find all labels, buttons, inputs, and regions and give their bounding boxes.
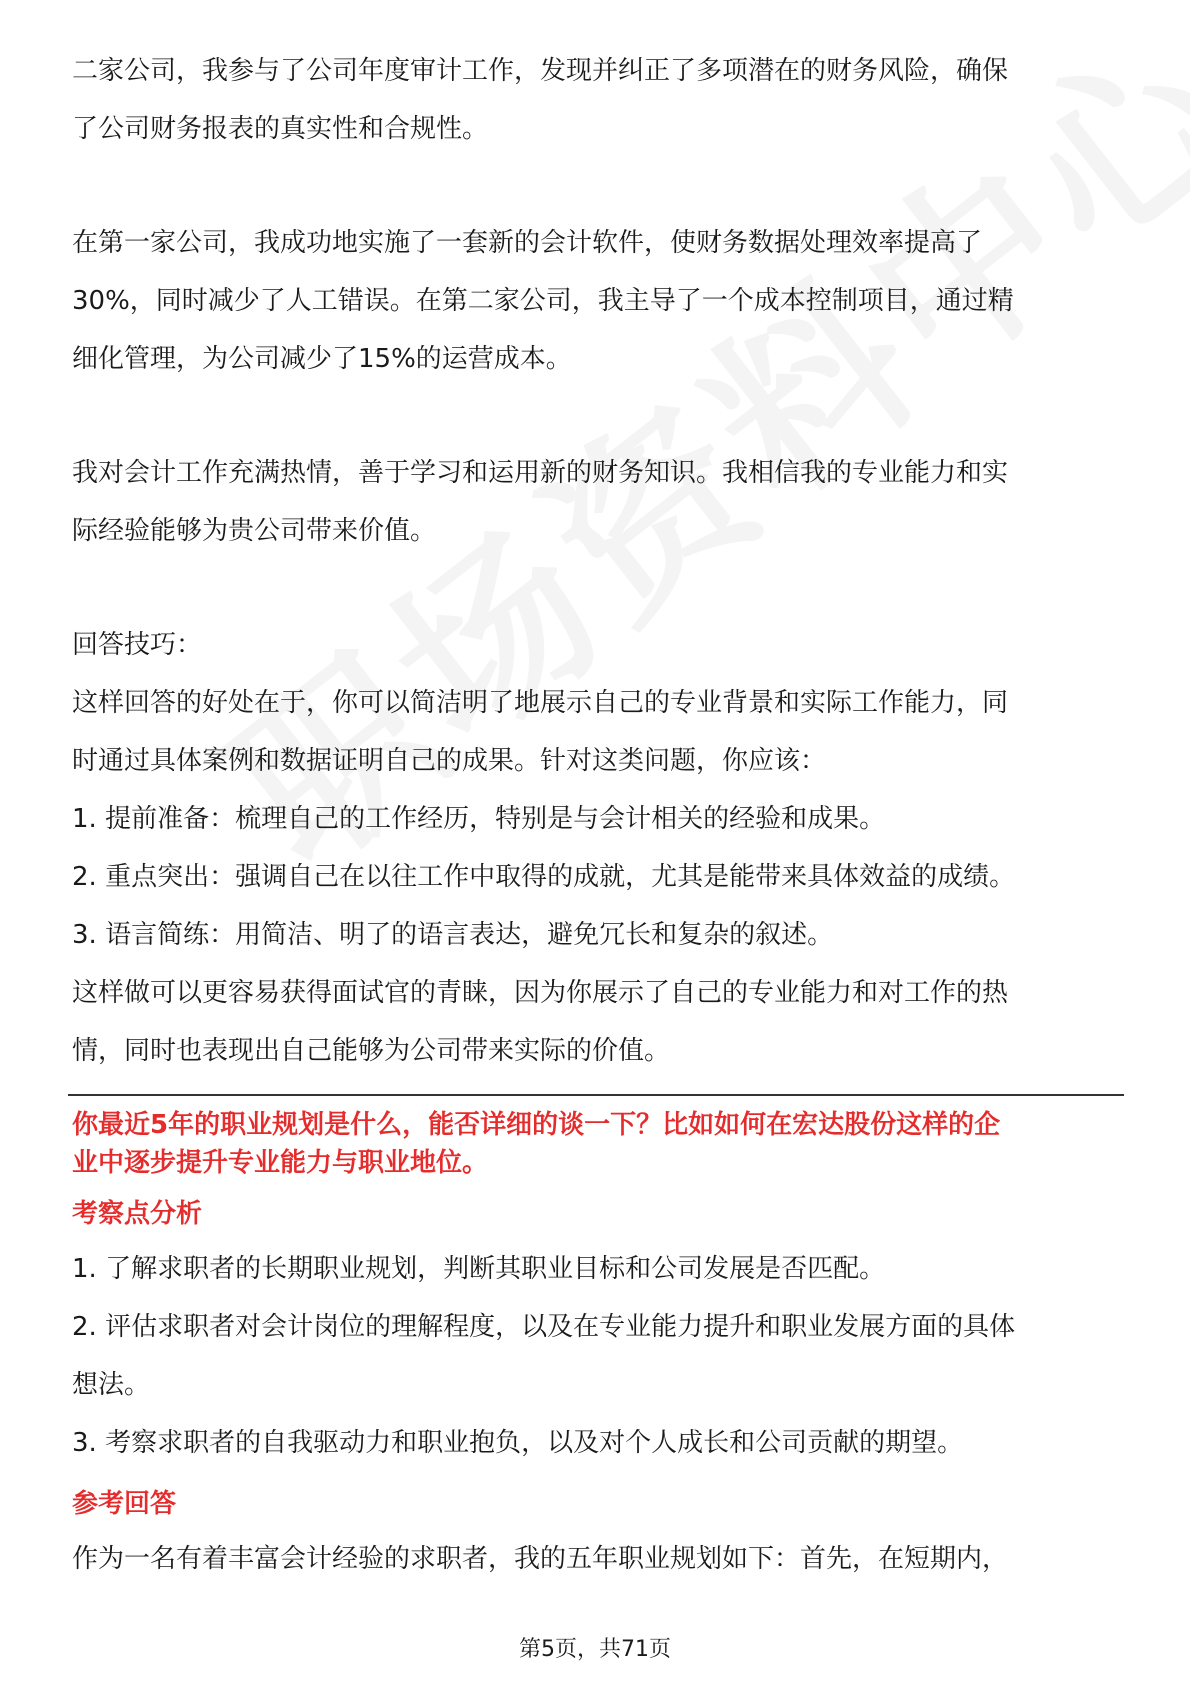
achievement-line: 在第一家公司，我成功地实施了一套新的会计软件，使财务数据处理效率提高了 xyxy=(72,228,983,258)
tips-intro-line: 时通过具体案例和数据证明自己的成果。针对这类问题，你应该： xyxy=(72,746,827,776)
paragraph-line: 二家公司，我参与了公司年度审计工作，发现并纠正了多项潜在的财务风险，确保 xyxy=(72,56,1009,86)
paragraph-line: 了公司财务报表的真实性和合规性。 xyxy=(72,114,489,144)
reference-line: 作为一名有着丰富会计经验的求职者，我的五年职业规划如下：首先，在短期内， xyxy=(72,1544,1009,1574)
passion-line: 我对会计工作充满热情，善于学习和运用新的财务知识。我相信我的专业能力和实 xyxy=(72,458,1009,488)
reference-title: 参考回答 xyxy=(72,1489,177,1519)
tips-list-item: 1. 提前准备：梳理自己的工作经历，特别是与会计相关的经验和成果。 xyxy=(72,804,886,834)
analysis-item: 2. 评估求职者对会计岗位的理解程度，以及在专业能力提升和职业发展方面的具体 xyxy=(72,1312,1016,1342)
tips-list-item: 3. 语言简练：用简洁、明了的语言表达，避免冗长和复杂的叙述。 xyxy=(72,920,834,950)
section-divider xyxy=(68,1094,1124,1096)
tips-conclusion-line: 这样做可以更容易获得面试官的青睐，因为你展示了自己的专业能力和对工作的热 xyxy=(72,978,1009,1008)
tips-intro-line: 这样回答的好处在于，你可以简洁明了地展示自己的专业背景和实际工作能力，同 xyxy=(72,688,1009,718)
question-line: 业中逐步提升专业能力与职业地位。 xyxy=(72,1148,489,1178)
analysis-item: 3. 考察求职者的自我驱动力和职业抱负，以及对个人成长和公司贡献的期望。 xyxy=(72,1428,964,1458)
analysis-item-continuation: 想法。 xyxy=(72,1370,151,1400)
achievement-line: 30%，同时减少了人工错误。在第二家公司，我主导了一个成本控制项目，通过精 xyxy=(72,286,1014,316)
document-body xyxy=(72,42,1120,1588)
analysis-title: 考察点分析 xyxy=(72,1199,203,1229)
passion-line: 际经验能够为贵公司带来价值。 xyxy=(72,516,437,546)
analysis-item: 1. 了解求职者的长期职业规划，判断其职业目标和公司发展是否匹配。 xyxy=(72,1254,886,1284)
page-number: 第5页，共71页 xyxy=(519,1637,671,1662)
tips-list-item: 2. 重点突出：强调自己在以往工作中取得的成就，尤其是能带来具体效益的成绩。 xyxy=(72,862,1016,892)
tips-conclusion-line: 情，同时也表现出自己能够为公司带来实际的价值。 xyxy=(72,1036,671,1066)
question-line: 你最近5年的职业规划是什么，能否详细的谈一下？比如如何在宏达股份这样的企 xyxy=(72,1110,1001,1140)
achievement-line: 细化管理，为公司减少了15%的运营成本。 xyxy=(72,344,572,374)
tips-heading: 回答技巧： xyxy=(72,630,203,660)
interview-question xyxy=(72,1106,1120,1182)
